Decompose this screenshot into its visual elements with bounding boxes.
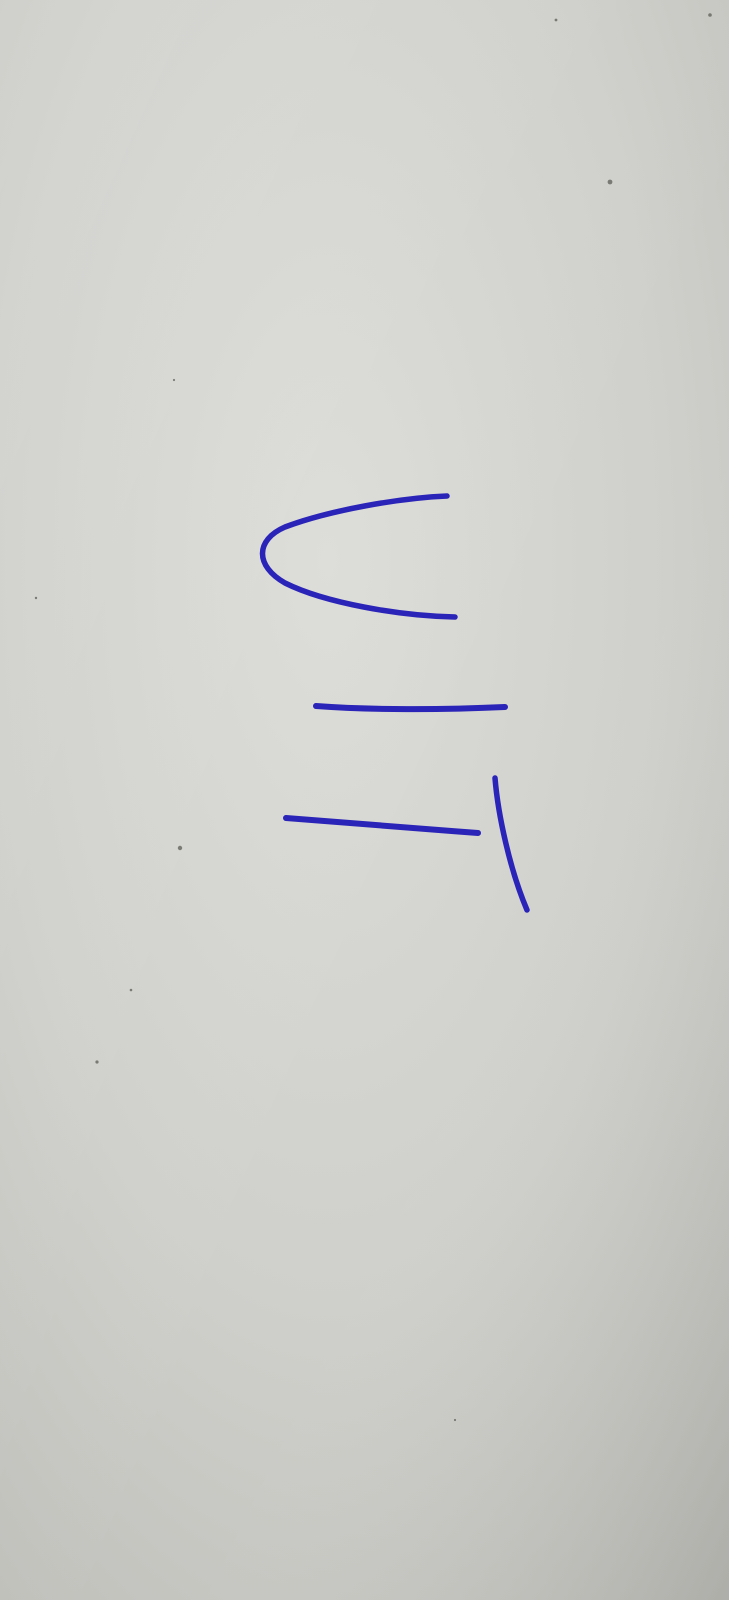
ink-stroke-upper-line	[316, 706, 505, 709]
paper-speck	[173, 379, 175, 381]
paper-speck	[178, 846, 182, 850]
paper-speck	[555, 19, 558, 22]
paper-speck	[608, 180, 613, 185]
paper-speck	[130, 989, 133, 992]
paper-speck	[95, 1060, 98, 1063]
paper-speck	[35, 597, 37, 599]
paper-speck	[454, 1419, 456, 1421]
paper-speck	[708, 13, 712, 17]
